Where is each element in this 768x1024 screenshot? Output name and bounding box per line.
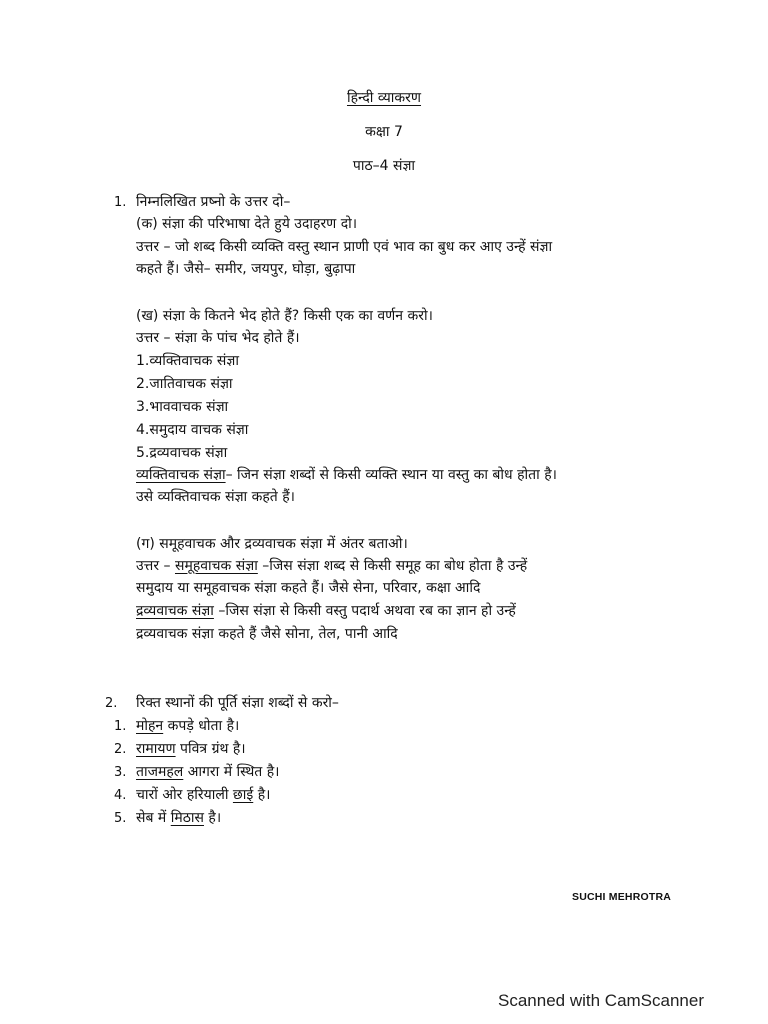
q2-item-1: [136, 716, 239, 736]
q2-item-2-answer: रामायण: [136, 741, 176, 757]
q1c-term-collective: समूहवाचक संज्ञा: [174, 558, 258, 574]
q2-item-4-number: 4.: [114, 788, 127, 803]
q1c-term-material: द्रव्यवाचक संज्ञा: [136, 603, 214, 619]
q1b-answer-intro: उत्तर – संज्ञा के पांच भेद होते हैं।: [136, 330, 300, 346]
q2-item-5-post: है।: [203, 810, 222, 826]
q2-item-2-number: 2.: [114, 742, 127, 757]
noun-type-4: 4.समुदाय वाचक संज्ञा: [136, 422, 249, 438]
q2-item-1-post: कपड़े धोता है।: [163, 718, 240, 734]
q1a-answer-line2: कहते हैं। जैसे– समीर, जयपुर, घोड़ा, बुढ़ापा: [136, 261, 356, 277]
q2-item-1-answer: मोहन: [136, 718, 164, 734]
q1a-question: (क) संज्ञा की परिभाषा देते हुये उदाहरण दो।: [136, 216, 358, 232]
q2-item-3-answer: ताजमहल: [136, 764, 184, 780]
q2-item-2: [136, 739, 246, 759]
q1c-answer-line1: [136, 556, 527, 576]
q2-item-5-pre: सेब में: [136, 810, 171, 826]
noun-type-2: 2.जातिवाचक संज्ञा: [136, 376, 233, 392]
q2-number: 2.: [105, 696, 118, 711]
q1c-answer-line3: [136, 601, 516, 621]
q2-item-3-post: आगरा में स्थित है।: [183, 764, 280, 780]
q1c-line3-text: –जिस संज्ञा से किसी वस्तु पदार्थ अथवा रब का ज्ञान हो उन्हें: [213, 603, 516, 619]
q1-number: 1.: [114, 195, 127, 210]
document-title: हिन्दी व्याकरण: [346, 90, 422, 106]
q1b-description-line2: उसे व्यक्तिवाचक संज्ञा कहते हैं।: [136, 489, 295, 505]
q2-item-3-number: 3.: [114, 765, 127, 780]
q2-item-4-pre: चारों ओर हरियाली: [136, 787, 233, 803]
q2-item-4: [136, 785, 270, 805]
q1b-description-line1: [136, 465, 557, 485]
scanner-watermark: Scanned with CamScanner: [498, 991, 705, 1010]
q1-prompt: निम्नलिखित प्रष्नो के उत्तर दो–: [136, 194, 291, 210]
q1b-description-text: – जिन संज्ञा शब्दों से किसी व्यक्ति स्थान या वस्तु का बोध होता है।: [225, 467, 557, 483]
noun-type-1: 1.व्यक्तिवाचक संज्ञा: [136, 353, 239, 369]
q1c-answer-line2: समुदाय या समूहवाचक संज्ञा कहते हैं। जैसे सेना, परिवार, कक्षा आदि: [136, 580, 481, 596]
q2-item-4-post: है।: [253, 787, 271, 803]
q1c-question: (ग) समूहवाचक और द्रव्यवाचक संज्ञा में अंतर बताओ।: [136, 536, 408, 552]
q1c-answer-line4: द्रव्यवाचक संज्ञा कहते हैं जैसे सोना, तेल, पानी आदि: [136, 626, 398, 642]
q2-item-5: [136, 808, 221, 828]
q1c-line1-text: –जिस संज्ञा शब्द से किसी समूह का बोध होता है उन्हें: [257, 558, 528, 574]
class-label: कक्षा 7: [365, 124, 403, 140]
q2-item-4-answer: छाई: [232, 787, 254, 803]
q1c-answer-prefix: उत्तर –: [136, 558, 175, 574]
lesson-label: पाठ–4 संज्ञा: [352, 158, 416, 174]
q1b-question: (ख) संज्ञा के कितने भेद होते हैं? किसी एक का वर्णन करो।: [136, 308, 433, 324]
q2-prompt: रिक्त स्थानों की पूर्ति संज्ञा शब्दों से करो–: [136, 695, 339, 711]
q2-item-5-number: 5.: [114, 811, 127, 826]
noun-type-5: 5.द्रव्यवाचक संज्ञा: [136, 445, 228, 461]
q2-item-3: [136, 762, 279, 782]
author-signature: SUCHI MEHROTRA: [572, 891, 672, 903]
q1b-description-term: व्यक्तिवाचक संज्ञा: [136, 467, 226, 483]
q2-item-1-number: 1.: [114, 719, 127, 734]
q2-item-5-answer: मिठास: [170, 810, 204, 826]
q2-item-2-post: पवित्र ग्रंथ है।: [175, 741, 246, 757]
q1a-answer-line1: उत्तर – जो शब्द किसी व्यक्ति वस्तु स्थान प्राणी एवं भाव का बुध कर आए उन्हें संज्ञा: [136, 239, 553, 255]
noun-type-3: 3.भाववाचक संज्ञा: [136, 399, 229, 415]
